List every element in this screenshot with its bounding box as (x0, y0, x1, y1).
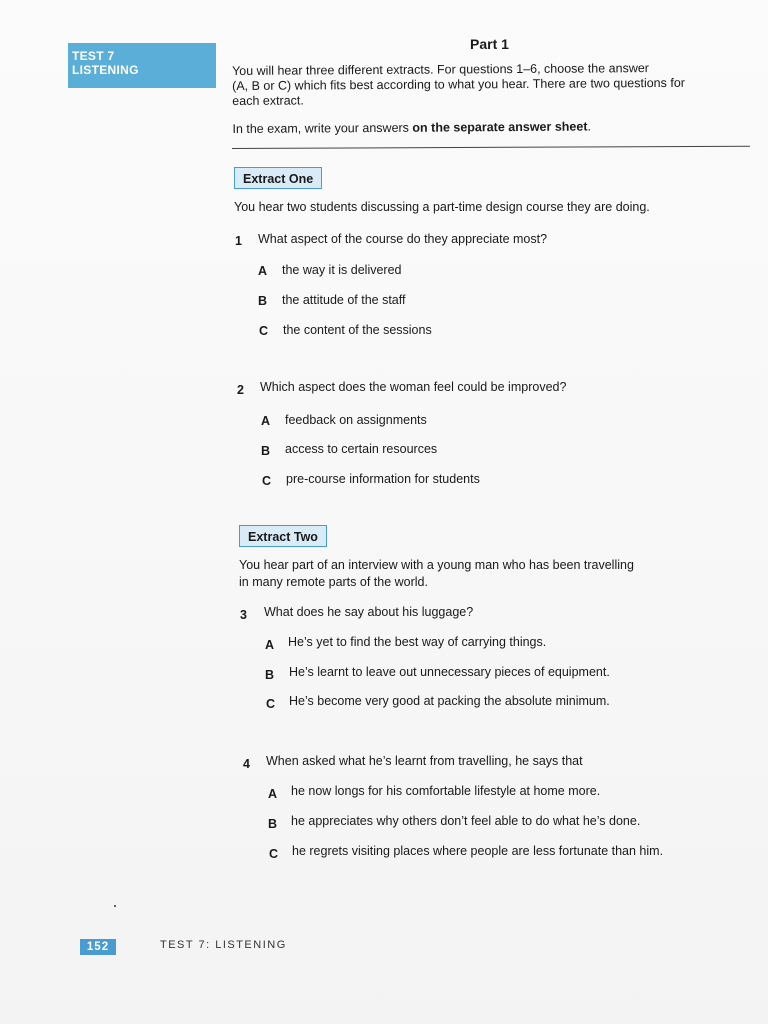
instructions-line-3: each extract. (232, 93, 304, 108)
part-title: Part 1 (470, 36, 509, 52)
question-3-option-a-letter: A (265, 638, 275, 652)
extract-one-context: You hear two students discussing a part-time design course they are doing. (234, 200, 650, 214)
question-2-option-c-letter: C (262, 474, 272, 488)
instructions-line-2: (A, B or C) which fits best according to what you hear. There are two questions for (232, 75, 685, 93)
question-2-option-b[interactable]: access to certain resources (285, 442, 438, 456)
exam-note-bold: on the separate answer sheet (412, 119, 588, 135)
question-3-option-a[interactable]: He’s yet to find the best way of carrying things. (288, 635, 547, 649)
tab-test-label: TEST 7 (72, 49, 115, 63)
question-2-number: 2 (237, 383, 244, 397)
section-tab (68, 43, 216, 88)
page-number: 152 (80, 939, 116, 955)
stray-mark (114, 905, 116, 907)
extract-two-label: Extract Two (239, 525, 327, 547)
question-2-text: Which aspect does the woman feel could be improved? (260, 380, 567, 394)
question-4-option-b[interactable]: he appreciates why others don’t feel able to do what he’s done. (291, 814, 641, 828)
question-1-text: What aspect of the course do they appreciate most? (258, 232, 548, 246)
question-1-option-c[interactable]: the content of the sessions (283, 323, 432, 337)
running-title: TEST 7: LISTENING (160, 939, 287, 951)
exam-note-prefix: In the exam, write your answers (232, 120, 413, 136)
question-4-number: 4 (243, 757, 250, 771)
question-1-option-b[interactable]: the attitude of the staff (282, 293, 406, 307)
question-4-option-c[interactable]: he regrets visiting places where people are less fortunate than him. (292, 844, 664, 858)
instructions (232, 60, 746, 137)
question-4-option-a[interactable]: he now longs for his comfortable lifestyle at home more. (291, 784, 601, 798)
question-3-number: 3 (240, 608, 247, 622)
question-4-option-c-letter: C (269, 847, 279, 861)
question-4-option-b-letter: B (268, 817, 278, 831)
extract-two-context-line-2: in many remote parts of the world. (239, 575, 428, 589)
question-2-option-c[interactable]: pre-course information for students (286, 472, 480, 486)
question-1-option-a[interactable]: the way it is delivered (282, 263, 402, 277)
question-1-option-a-letter: A (258, 264, 268, 278)
tab-section-label: LISTENING (72, 63, 139, 77)
question-3-text: What does he say about his luggage? (264, 605, 474, 619)
question-2-option-b-letter: B (261, 444, 271, 458)
exam-note-suffix: . (587, 119, 591, 134)
question-3-option-b[interactable]: He’s learnt to leave out unnecessary pieces of equipment. (289, 665, 610, 679)
question-3-option-b-letter: B (265, 668, 275, 682)
question-1-option-c-letter: C (259, 324, 269, 338)
question-4-option-a-letter: A (268, 787, 278, 801)
question-3-option-c-letter: C (266, 697, 276, 711)
extract-one-label: Extract One (234, 167, 322, 189)
question-4-text: When asked what he’s learnt from travelling, he says that (266, 754, 583, 768)
question-2-option-a[interactable]: feedback on assignments (285, 413, 427, 427)
question-1-number: 1 (235, 234, 242, 248)
extract-two-context-line-1: You hear part of an interview with a young man who has been travelling (239, 558, 634, 572)
instructions-line-1: You will hear three different extracts. For questions 1–6, choose the answer (232, 61, 650, 78)
question-3-option-c[interactable]: He’s become very good at packing the absolute minimum. (289, 694, 610, 708)
question-1-option-b-letter: B (258, 294, 268, 308)
question-2-option-a-letter: A (261, 414, 271, 428)
